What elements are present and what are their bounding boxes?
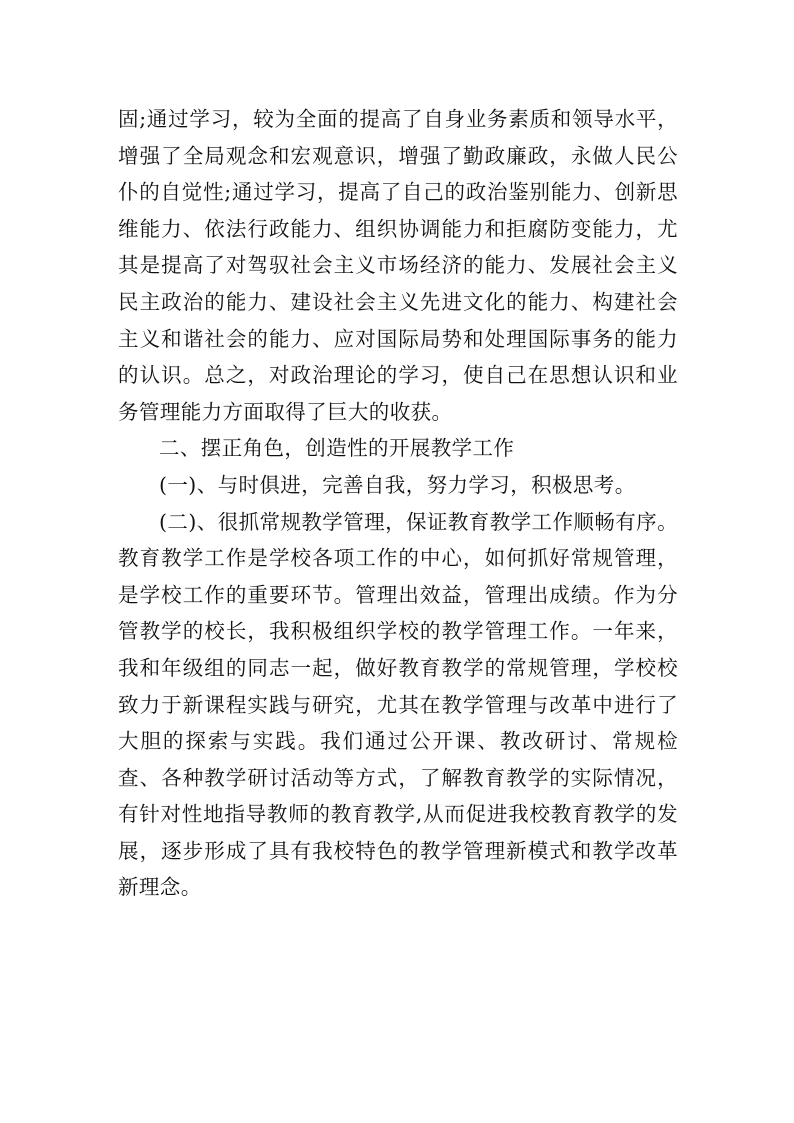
paragraph-study-results: 固;通过学习，较为全面的提高了自身业务素质和领导水平，增强了全局观念和宏观意识，增强了勤政廉政，永做人民公仆的自觉性;通过学习，提高了自己的政治鉴别能力、创新思维能力、依法行政能力、组织协调能力和拒腐防变能力，尤其是提高了对驾驭社会主义市场经济的能力、发展社会主义民主政治的能力、建设社会主义先进文化的能力、构建社会主义和谐社会的能力、应对国际局势和处理国际事务的能力的认识。总之，对政治理论的学习，使自己在思想认识和业务管理能力方面取得了巨大的收获。 — [118, 107, 678, 424]
document-body — [118, 101, 678, 906]
section-heading-teaching-work: 二、摆正角色，创造性的开展教学工作 — [159, 436, 515, 461]
paragraph-routine-management: (二)、很抓常规教学管理，保证教育教学工作顺畅有序。教育教学工作是学校各项工作的中心，如何抓好常规管理，是学校工作的重要环节。管理出效益，管理出成绩。作为分管教学的校长，我积极组织学校的教学管理工作。一年来，我和年级组的同志一起，做好教育教学的常规管理，学校校致力于新课程实践与研究，尤其在教学管理与改革中进行了大胆的探索与实践。我们通过公开课、教改研讨、常规检查、各种教学研讨活动等方式，了解教育教学的实际情况，有针对性地指导教师的教育教学,从而促进我校教育教学的发展，逐步形成了具有我校特色的教学管理新模式和教学改革新理念。 — [118, 509, 678, 900]
subsection-heading-1: (一)、与时俱进，完善自我，努力学习，积极思考。 — [159, 472, 636, 497]
